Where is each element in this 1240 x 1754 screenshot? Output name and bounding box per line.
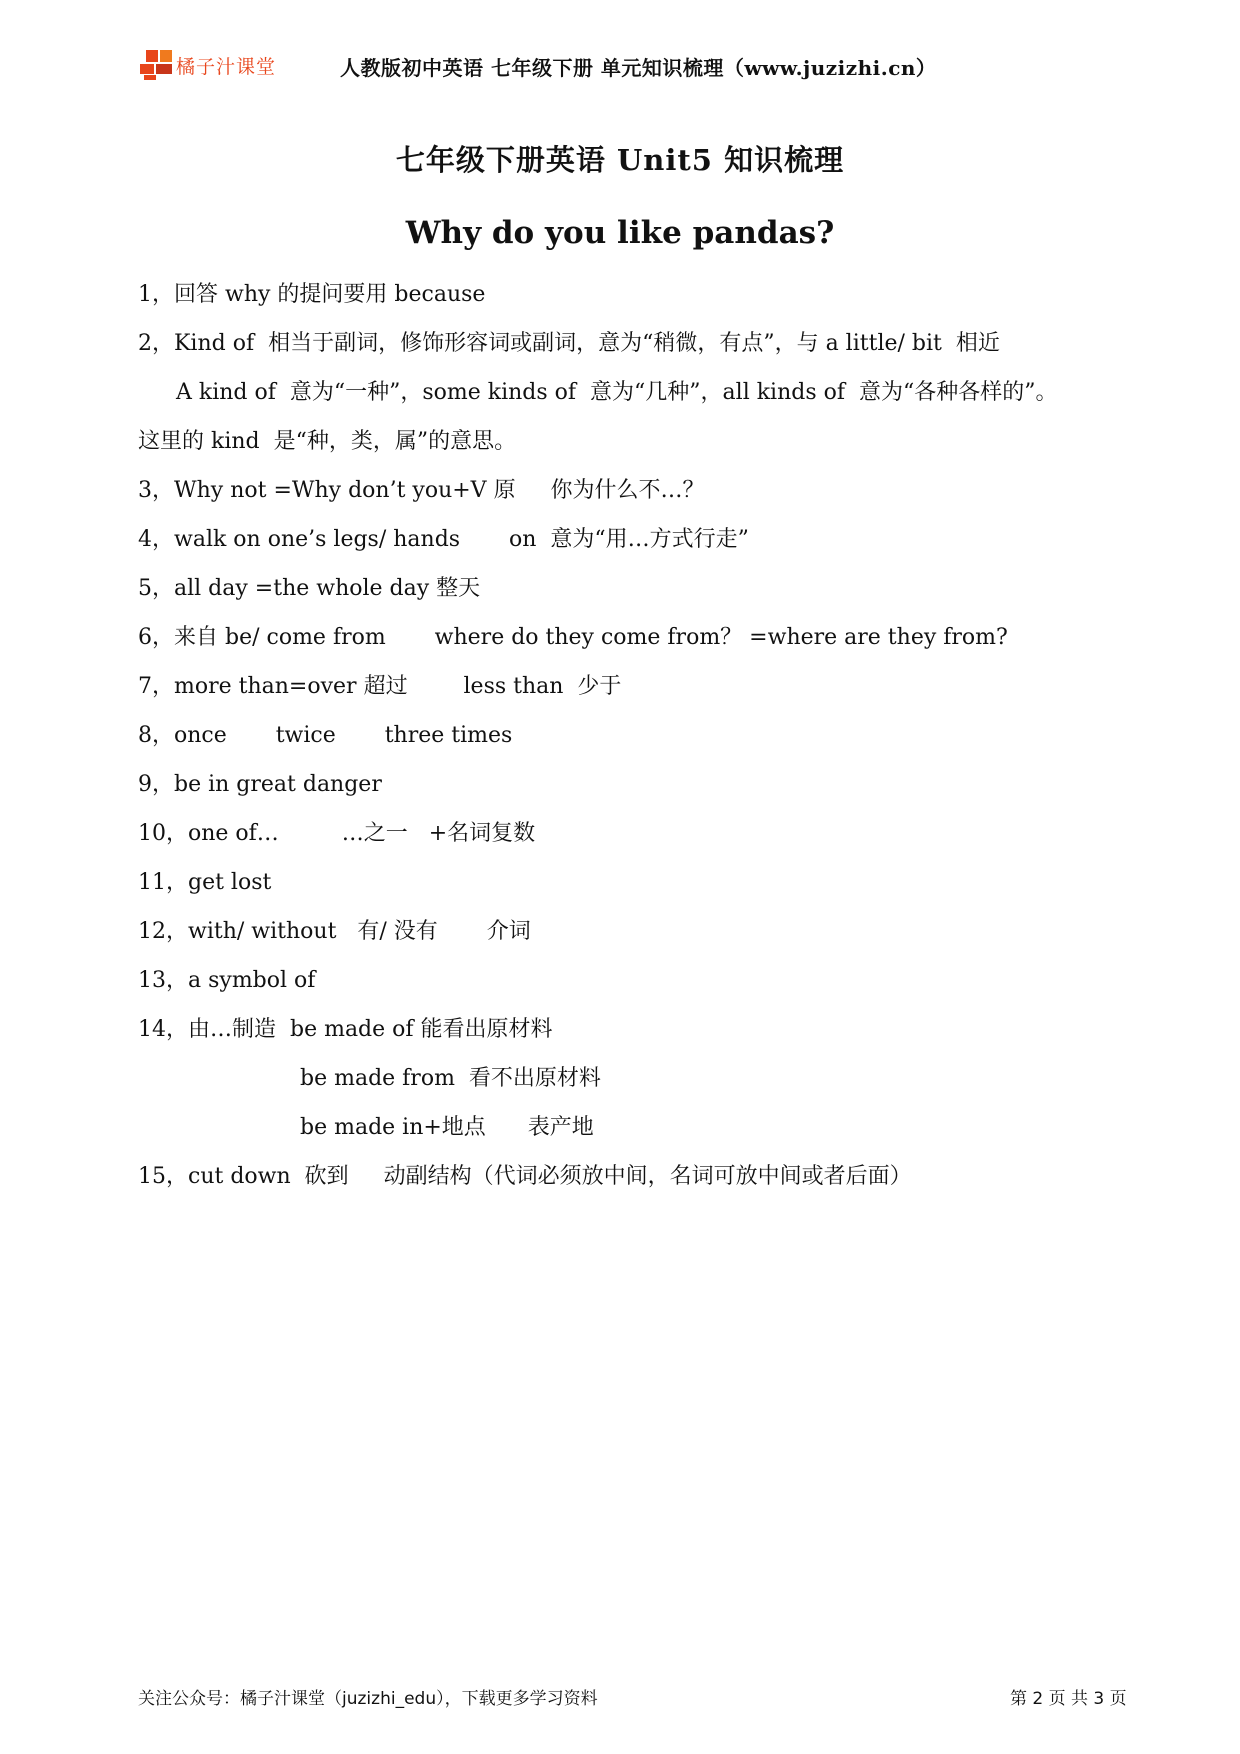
note-line-14-cont2: be made in+地点 表产地 [300, 1115, 594, 1140]
note-line-10: 10，one of… …之一 +名词复数 [138, 821, 536, 846]
logo-text: 橘子汁课堂 [176, 56, 277, 78]
note-line-14: 14，由…制造 be made of 能看出原材料 [138, 1017, 553, 1042]
note-line-12: 12，with/ without 有/ 没有 介词 [138, 919, 531, 944]
note-line-11: 11，get lost [138, 870, 272, 895]
note-line-13: 13，a symbol of [138, 968, 316, 993]
note-line-14-cont: be made from 看不出原材料 [300, 1066, 601, 1091]
page-subtitle: Why do you like pandas? [405, 215, 835, 251]
page-title: 七年级下册英语 Unit5 知识梳理 [395, 143, 845, 177]
note-line-9: 9，be in great danger [138, 772, 382, 797]
note-line-15: 15，cut down 砍到 动副结构（代词必须放中间，名词可放中间或者后面） [138, 1164, 912, 1189]
note-line-4: 4，walk on one’s legs/ hands on 意为“用…方式行走” [138, 527, 749, 552]
page-header [140, 48, 1140, 88]
note-line-2: 2，Kind of 相当于副词，修饰形容词或副词，意为“稍微，有点”，与 a little/ bit 相近 [138, 331, 1000, 356]
note-line-3: 3，Why not =Why don’t you+V 原 你为什么不…？ [138, 478, 705, 503]
note-line-5: 5，all day =the whole day 整天 [138, 576, 481, 601]
page-number: 第 2 页 共 3 页 [1010, 1689, 1127, 1709]
logo [140, 50, 276, 80]
note-line-7: 7，more than=over 超过 less than 少于 [138, 674, 622, 699]
header-title: 人教版初中英语 七年级下册 单元知识梳理（www.juzizhi.cn） [340, 56, 937, 80]
note-line-6: 6，来自 be/ come from where do they come from？ =where are they from? [138, 625, 1008, 650]
note-line-2-cont: A kind of 意为“一种”，some kinds of 意为“几种”，all kinds of 意为“各种各样的”。 [176, 380, 1058, 405]
footer-promo: 关注公众号：橘子汁课堂（juzizhi_edu），下载更多学习资料 [138, 1689, 598, 1709]
note-line-2-cont2: 这里的 kind 是“种，类，属”的意思。 [138, 429, 517, 454]
note-line-8: 8，once twice three times [138, 723, 513, 748]
logo-icon [140, 50, 172, 80]
note-line-1: 1，回答 why 的提问要用 because [138, 282, 486, 307]
